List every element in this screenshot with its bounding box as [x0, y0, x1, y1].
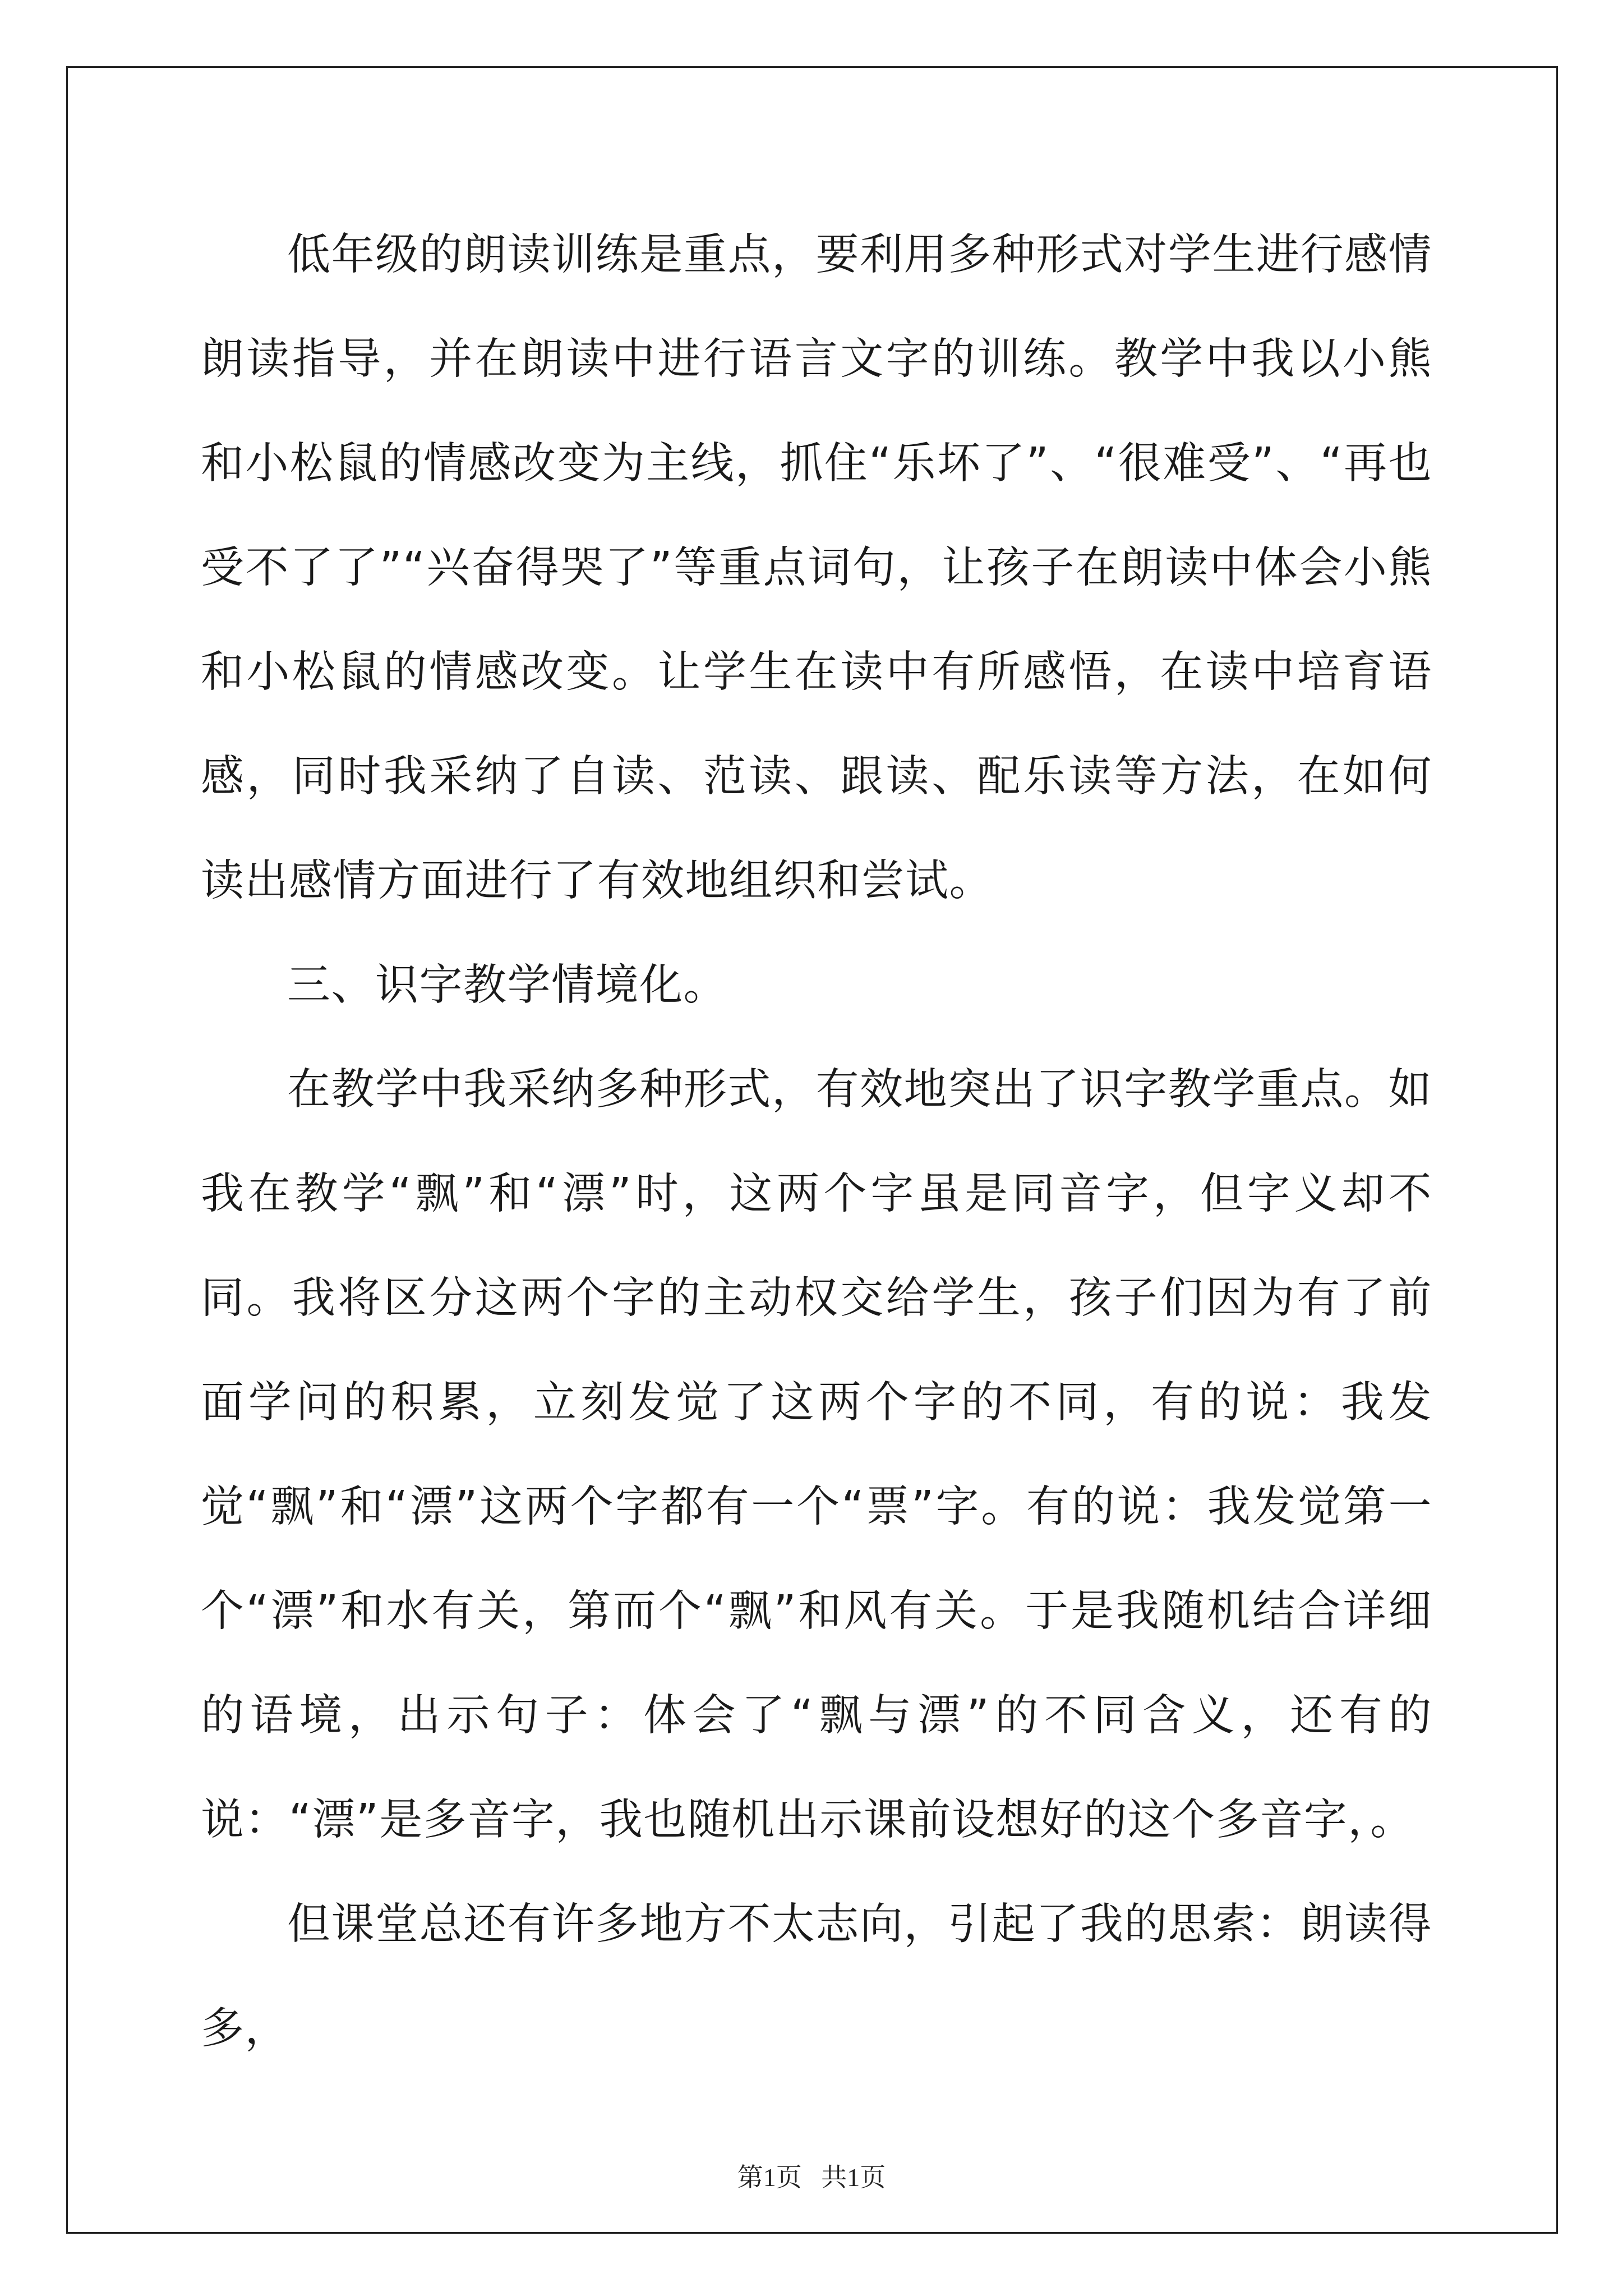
paragraph-reading-training: 低年级的朗读训练是重点，要利用多种形式对学生进行感情朗读指导，并在朗读中进行语言文字的训练。教学中我以小熊和小松鼠的情感改变为主线，抓住“乐坏了”、“很难受”、“再也受不了了”“兴奋得哭了”等重点词句，让孩子在朗读中体会小熊和小松鼠的情感改变。让学生在读中有所感悟，在读中培育语感，同时我采纳了自读、范读、跟读、配乐读等方法，在如何读出感情方面进行了有效地组织和尝试。 — [201, 230, 1432, 906]
section-heading-literacy: 三、识字教学情境化。 — [287, 960, 727, 1010]
page-number-footer: 第1页 共1页 — [737, 2163, 886, 2192]
paragraph-reflection: 但课堂总还有许多地方不太志向，引起了我的思索：朗读得多， — [201, 1899, 1432, 2054]
document-body — [201, 203, 1432, 2081]
paragraph-literacy-teaching: 在教学中我采纳多种形式，有效地突出了识字教学重点。如我在教学“飘”和“漂”时，这两个字虽是同音字，但字义却不同。我将区分这两个字的主动权交给学生，孩子们因为有了前面学问的积累，立刻发觉了这两个字的不同，有的说：我发觉“飘”和“漂”这两个字都有一个“票”字。有的说：我发觉第一个“漂”和水有关，第而个“飘”和风有关。于是我随机结合详细的语境，出示句子：体会了“飘与漂”的不同含义，还有的说：“漂”是多音字，我也随机出示课前设想好的这个多音字，。 — [201, 1065, 1432, 1845]
